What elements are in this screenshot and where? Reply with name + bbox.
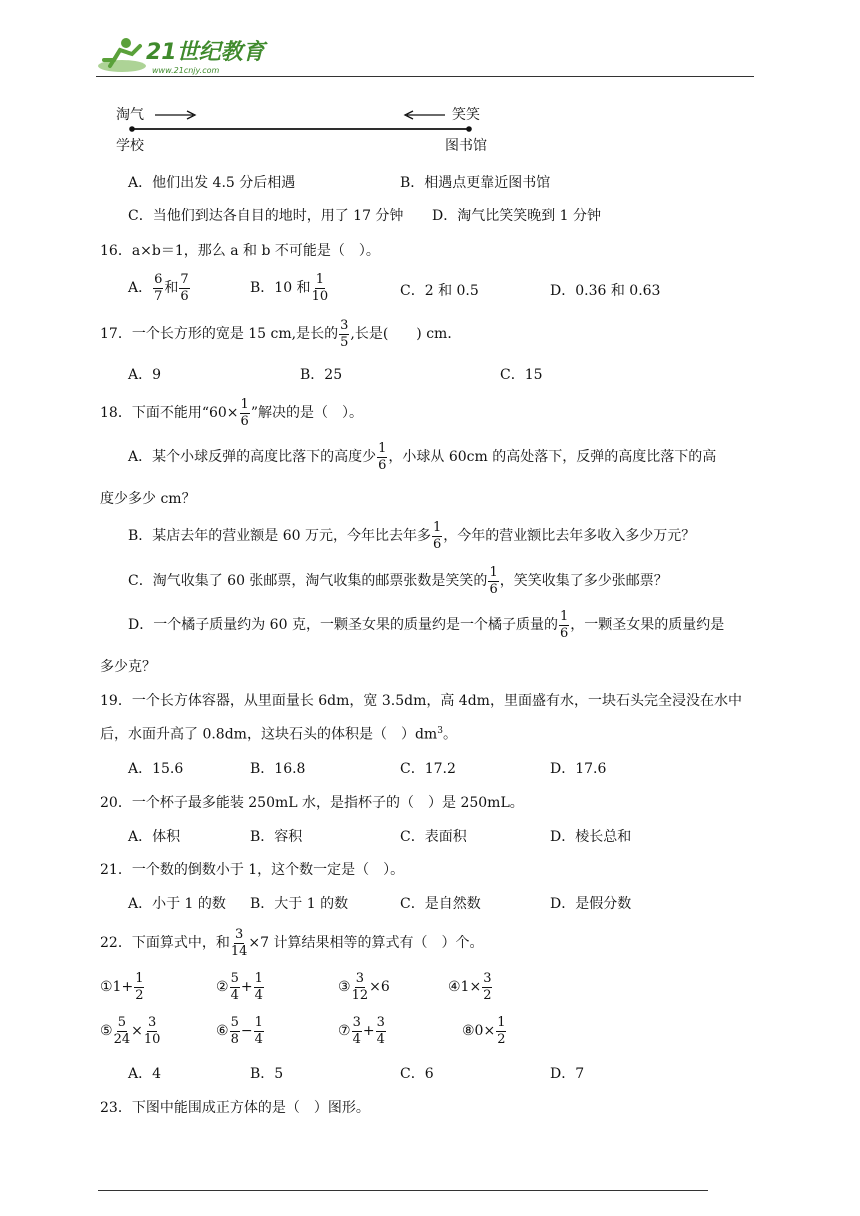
q22-stem: 22．下面算式中，和 $\frac{3}{14}$ ×7 计算结果相等的算式有（ ）个。 — [100, 927, 484, 959]
q22-expr-3: ③ $\frac{3}{12}$ ×6 — [338, 971, 390, 1003]
q23-stem: 23．下图中能围成正方体的是（ ）图形。 — [100, 1100, 370, 1116]
q21-stem: 21．一个数的倒数小于 1，这个数一定是（ ）。 — [100, 862, 405, 878]
q18-option-b: B．某店去年的营业额是 60 万元，今年比去年多 $\frac{1}{6}$ ，今年的营业额比去年多收入多少万元？ — [128, 520, 696, 552]
q18-option-c: C．淘气收集了 60 张邮票，淘气收集的邮票张数是笑笑的 $\frac{1}{6}$ ，笑笑收集了多少张邮票？ — [128, 565, 668, 597]
q18-option-a: A．某个小球反弹的高度比落下的高度少 $\frac{1}{6}$ ，小球从 60cm 的高处落下，反弹的高度比落下的高 — [128, 441, 717, 473]
q22-option-a: A．4 — [128, 1066, 162, 1082]
q22-expr-5: ⑤ $\frac{5}{24}$ × $\frac{3}{10}$ — [100, 1015, 161, 1047]
q17-option-a: A．9 — [128, 367, 162, 383]
q22-expr-8: ⑧0× $\frac{1}{2}$ — [462, 1015, 506, 1047]
q22-option-b: B．5 — [250, 1066, 284, 1082]
q20-option-c: C．表面积 — [400, 829, 467, 845]
right-place: 图书馆 — [445, 138, 487, 154]
left-name: 淘气 — [116, 107, 144, 123]
q22-option-d: D．7 — [550, 1066, 585, 1082]
q15-option-a: A．他们出发 4.5 分后相遇 — [128, 175, 296, 191]
q19-option-d: D．17.6 — [550, 761, 607, 777]
q17-stem: 17．一个长方形的宽是 15 cm,是长的 $\frac{3}{5}$ ,长是( ) cm． — [100, 318, 462, 350]
q15-option-c: C．当他们到达各自目的地时，用了 17 分钟 — [128, 208, 404, 224]
q20-stem: 20．一个杯子最多能装 250mL 水，是指杯子的（ ）是 250mL。 — [100, 795, 524, 811]
logo — [96, 36, 266, 78]
footer-rule — [98, 1190, 708, 1191]
q21-option-a: A．小于 1 的数 — [128, 896, 226, 912]
q16-option-a: A． $\frac{6}{7}$ 和 $\frac{7}{6}$ — [128, 272, 189, 304]
q22-expr-6: ⑥ $\frac{5}{8}$ − $\frac{1}{4}$ — [216, 1015, 263, 1047]
q15-option-b: B．相遇点更靠近图书馆 — [400, 175, 551, 191]
header-rule — [96, 76, 754, 77]
q19-option-b: B．16.8 — [250, 761, 306, 777]
logo-text: 21世纪教育 — [146, 40, 265, 65]
q21-option-d: D．是假分数 — [550, 896, 632, 912]
q22-expr-4: ④1× $\frac{3}{2}$ — [448, 971, 492, 1003]
route-line — [125, 108, 475, 136]
q19-stem-line2: 后，水面升高了 0.8dm，这块石头的体积是（ ）$dm^3$。 — [100, 726, 457, 743]
q17-option-c: C．15 — [500, 367, 543, 383]
q19-option-a: A．15.6 — [128, 761, 184, 777]
q20-option-d: D．棱长总和 — [550, 829, 632, 845]
q18-option-d-line2: 多少克？ — [100, 659, 156, 675]
q20-option-a: A．体积 — [128, 829, 181, 845]
q19-option-c: C．17.2 — [400, 761, 456, 777]
q20-option-b: B．容积 — [250, 829, 303, 845]
q18-stem: 18．下面不能用“60× $\frac{1}{6}$ ”解决的是（ ）。 — [100, 397, 363, 429]
q17-option-b: B．25 — [300, 367, 343, 383]
q18-option-d: D．一个橘子质量约为 60 克，一颗圣女果的质量约是一个橘子质量的 $\frac{1}{6}$ ，一颗圣女果的质量约是 — [128, 609, 725, 641]
left-place: 学校 — [116, 138, 144, 154]
q22-expr-7: ⑦ $\frac{3}{4}$ + $\frac{3}{4}$ — [338, 1015, 385, 1047]
q22-expr-1: ①1+ $\frac{1}{2}$ — [100, 971, 144, 1003]
q16-option-c: C．2 和 0.5 — [400, 283, 479, 299]
q16-stem: 16．a×b＝1，那么 a 和 b 不可能是（ ）。 — [100, 243, 380, 259]
q21-option-b: B．大于 1 的数 — [250, 896, 349, 912]
right-name: 笑笑 — [452, 107, 480, 123]
q15-option-d: D．淘气比笑笑晚到 1 分钟 — [432, 208, 602, 224]
q16-option-b: B．10 和 $\frac{1}{10}$ — [250, 272, 329, 304]
q16-option-d: D．0.36 和 0.63 — [550, 283, 661, 299]
logo-url: www.21cnjy.com — [152, 66, 220, 75]
q21-option-c: C．是自然数 — [400, 896, 481, 912]
q22-expr-2: ② $\frac{5}{4}$ + $\frac{1}{4}$ — [216, 971, 263, 1003]
q22-option-c: C．6 — [400, 1066, 434, 1082]
q18-option-a-line2: 度少多少 cm？ — [100, 491, 196, 507]
q19-stem-line1: 19．一个长方体容器，从里面量长 6dm，宽 3.5dm，高 4dm，里面盛有水，一块石头完全浸没在水中 — [100, 693, 742, 709]
